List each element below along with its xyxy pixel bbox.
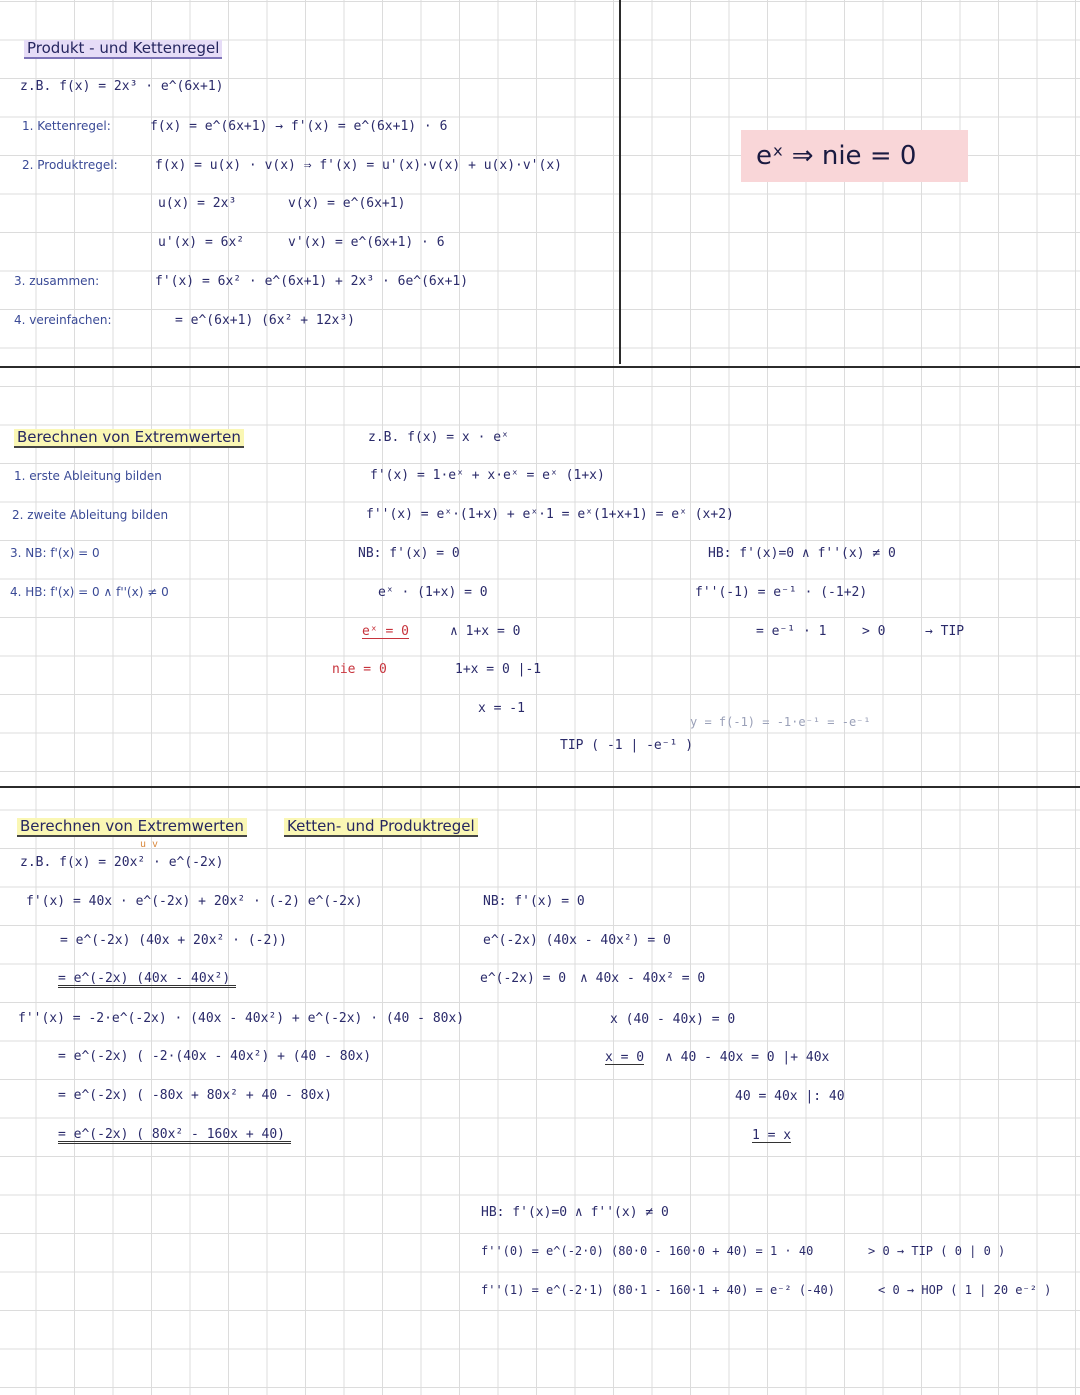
s3-nb-and2: ∧ 40 - 40x = 0 |+ 40x	[665, 1050, 830, 1065]
s3-second-derivative-d: = e^(-2x) ( 80x² - 160x + 40)	[58, 1128, 291, 1144]
v-prime: v'(x) = e^(6x+1) · 6	[288, 235, 445, 250]
v-definition: v(x) = e^(6x+1)	[288, 196, 406, 211]
step2-label: 2. Produktregel:	[22, 158, 118, 172]
section3-example: z.B. f(x) = 20x² · e^(-2x)	[20, 855, 224, 870]
y-value-calculation: y = f(-1) = -1·e⁻¹ = -e⁻¹	[690, 715, 871, 729]
s3-hb-title: HB: f'(x)=0 ∧ f''(x) ≠ 0	[481, 1205, 669, 1220]
section1-title: Produkt - und Kettenregel	[24, 40, 222, 59]
s3-nb-title: NB: f'(x) = 0	[483, 894, 585, 909]
step3-label: 3. zusammen:	[14, 274, 100, 288]
extrem-step-2: 2. zweite Ableitung bilden	[12, 508, 169, 522]
hb-greater-zero: > 0	[862, 624, 886, 639]
section2-divider	[0, 786, 1080, 788]
s3-hb-result-1: < 0 → HOP ( 1 | 20 e⁻² )	[878, 1283, 1052, 1297]
section2-title: Berechnen von Extremwerten	[14, 429, 244, 448]
section3-title-2: Ketten- und Produktregel	[284, 818, 478, 837]
s3-nb-equation: e^(-2x) (40x - 40x²) = 0	[483, 933, 671, 948]
s3-hb-f2-at-0: f''(0) = e^(-2·0) (80·0 - 160·0 + 40) = 1 · 40	[481, 1244, 814, 1258]
s3-nb-divide: 40 = 40x |: 40	[735, 1089, 845, 1104]
tip-result: TIP ( -1 | -e⁻¹ )	[560, 738, 694, 753]
u-definition: u(x) = 2x³	[158, 196, 237, 211]
step1-label: 1. Kettenregel:	[22, 119, 111, 133]
section1-vertical-divider	[619, 0, 621, 364]
exp-never-zero-note: eˣ ⇒ nie = 0	[756, 141, 917, 171]
s3-nb-and: ∧ 40x - 40x² = 0	[580, 971, 706, 986]
nb-and-factor: ∧ 1+x = 0	[450, 624, 521, 639]
step4-label: 4. vereinfachen:	[14, 313, 112, 327]
step4-expression: = e^(6x+1) (6x² + 12x³)	[175, 313, 356, 328]
uv-marks: u v	[140, 839, 159, 850]
s3-nb-x0: x = 0	[605, 1050, 645, 1065]
step3-expression: f'(x) = 6x² · e^(6x+1) + 2x³ · 6e^(6x+1)	[155, 274, 469, 289]
s3-hb-result-0: > 0 → TIP ( 0 | 0 )	[868, 1244, 1006, 1258]
s3-second-derivative-b: = e^(-2x) ( -2·(40x - 40x²) + (40 - 80x)	[58, 1049, 372, 1064]
s3-hb-f2-at-1: f''(1) = e^(-2·1) (80·1 - 160·1 + 40) = e⁻² (-40)	[481, 1283, 836, 1297]
u-prime: u'(x) = 6x²	[158, 235, 245, 250]
step1-expression: f(x) = e^(6x+1) → f'(x) = e^(6x+1) · 6	[150, 119, 448, 134]
s3-first-derivative-a: f'(x) = 40x · e^(-2x) + 20x² · (-2) e^(-2x)	[26, 894, 363, 909]
extrem-step-4: 4. HB: f'(x) = 0 ∧ f''(x) ≠ 0	[10, 585, 169, 599]
s3-first-derivative-b: = e^(-2x) (40x + 20x² · (-2))	[60, 933, 287, 948]
section1-example: z.B. f(x) = 2x³ · e^(6x+1)	[20, 79, 224, 94]
extrem-step-3: 3. NB: f'(x) = 0	[10, 546, 100, 560]
first-derivative: f'(x) = 1·eˣ + x·eˣ = eˣ (1+x)	[370, 468, 605, 483]
s3-nb-exp-zero: e^(-2x) = 0	[480, 971, 567, 986]
hb-second-derivative: f''(-1) = e⁻¹ · (-1+2)	[695, 585, 868, 600]
nb-never-zero: nie = 0	[332, 662, 387, 677]
s3-nb-x1: 1 = x	[752, 1128, 792, 1143]
nb-exp-zero: eˣ = 0	[362, 624, 409, 639]
hb-value: = e⁻¹ · 1	[756, 624, 827, 639]
s3-first-derivative-c: = e^(-2x) (40x - 40x²)	[58, 972, 236, 988]
second-derivative: f''(x) = eˣ·(1+x) + eˣ·1 = eˣ(1+x+1) = eˣ (x+2)	[366, 507, 734, 522]
s3-second-derivative-a: f''(x) = -2·e^(-2x) · (40x - 40x²) + e^(-2x) · (40 - 80x)	[18, 1011, 465, 1026]
nb-equation: eˣ · (1+x) = 0	[378, 585, 488, 600]
section1-divider	[0, 366, 1080, 368]
section3-title-1: Berechnen von Extremwerten	[17, 818, 247, 837]
s3-second-derivative-c: = e^(-2x) ( -80x + 80x² + 40 - 80x)	[58, 1088, 332, 1103]
section2-example: z.B. f(x) = x · eˣ	[368, 430, 509, 445]
nb-subtract: 1+x = 0 |-1	[455, 662, 542, 677]
nb-title: NB: f'(x) = 0	[358, 546, 460, 561]
hb-title: HB: f'(x)=0 ∧ f''(x) ≠ 0	[708, 546, 896, 561]
step2-expression: f(x) = u(x) · v(x) ⇒ f'(x) = u'(x)·v(x) + u(x)·v'(x)	[155, 158, 562, 173]
hb-tip-label: → TIP	[925, 624, 965, 639]
s3-nb-factor: x (40 - 40x) = 0	[610, 1012, 736, 1027]
nb-solution: x = -1	[478, 701, 525, 716]
extrem-step-1: 1. erste Ableitung bilden	[14, 469, 162, 483]
